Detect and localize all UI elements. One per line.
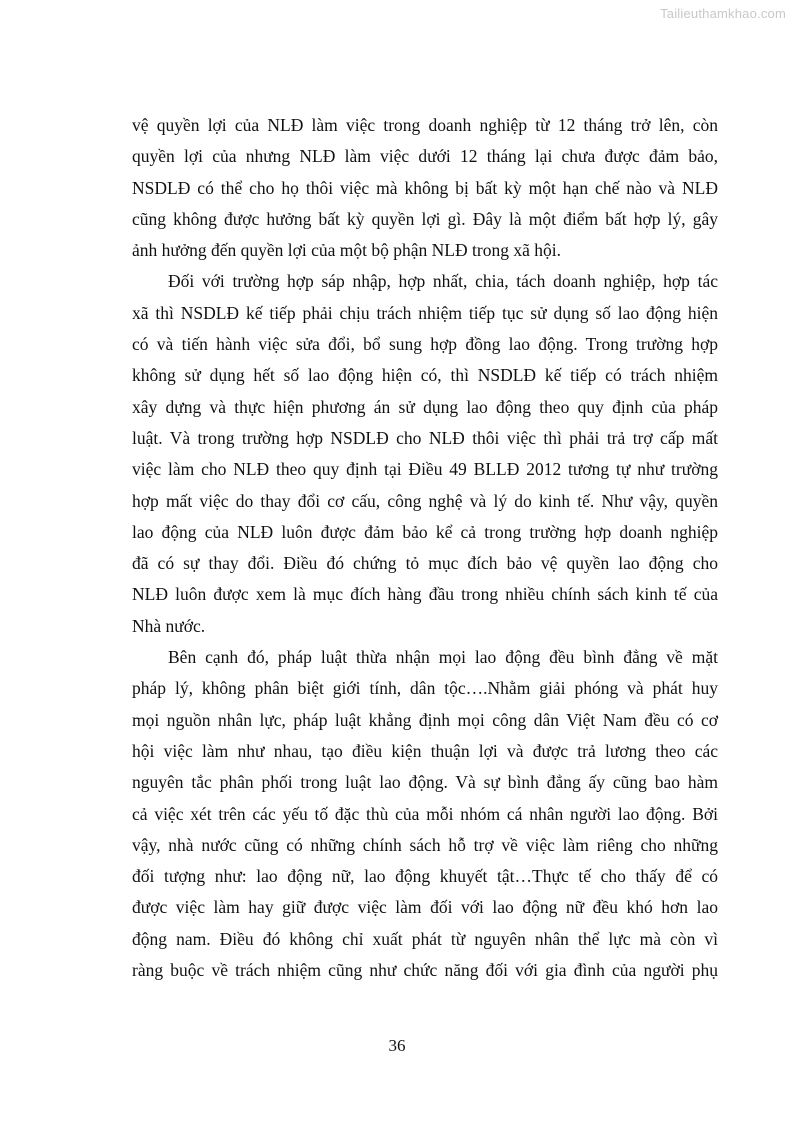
text-line: hội việc làm như nhau, tạo điều kiện thuận lợi và được trả lương theo các bbox=[132, 740, 718, 761]
text-line: đối tượng như: lao động nữ, lao động khuyết tật…Thực tế cho thấy để có bbox=[132, 866, 718, 887]
text-line: quyền lợi của nhưng NLĐ làm việc dưới 12 tháng lại chưa được đảm bảo, bbox=[132, 146, 718, 167]
text-line: pháp lý, không phân biệt giới tính, dân tộc….Nhằm giải phóng và phát huy bbox=[132, 678, 718, 699]
text-line: cả việc xét trên các yếu tố đặc thù của mỗi nhóm cá nhân người lao động. Bởi bbox=[132, 803, 718, 824]
text-line: Nhà nước. bbox=[132, 615, 206, 636]
text-line: xây dựng và thực hiện phương án sử dụng lao động theo quy định của pháp bbox=[132, 396, 718, 417]
text-line: đã có sự thay đổi. Điều đó chứng tỏ mục đích bảo vệ quyền lao động cho bbox=[132, 553, 718, 574]
text-line: Bên cạnh đó, pháp luật thừa nhận mọi lao động đều bình đẳng về mặt bbox=[168, 647, 718, 668]
text-line: không sử dụng hết số lao động hiện có, thì NSDLĐ kế tiếp có trách nhiệm bbox=[132, 365, 718, 386]
text-line: mọi nguồn nhân lực, pháp luật khẳng định mọi công dân Việt Nam đều có cơ bbox=[132, 709, 718, 730]
text-line: Đối với trường hợp sáp nhập, hợp nhất, chia, tách doanh nghiệp, hợp tác bbox=[168, 271, 718, 292]
text-line: có và tiến hành việc sửa đổi, bổ sung hợp đồng lao động. Trong trường hợp bbox=[132, 334, 718, 355]
text-line: luật. Và trong trường hợp NSDLĐ cho NLĐ thôi việc thì phải trả trợ cấp mất bbox=[132, 427, 718, 448]
paragraph-3 bbox=[132, 642, 718, 986]
text-line: cũng không được hưởng bất kỳ quyền lợi gì. Đây là một điểm bất hợp lý, gây bbox=[132, 208, 718, 229]
text-line: ảnh hưởng đến quyền lợi của một bộ phận NLĐ trong xã hội. bbox=[132, 240, 561, 261]
text-line: được việc làm hay giữ được việc làm đối với lao động nữ đều khó hơn lao bbox=[132, 897, 718, 918]
text-line: động nam. Điều đó không chỉ xuất phát từ nguyên nhân thể lực mà còn vì bbox=[132, 928, 718, 949]
text-line: nguyên tắc phân phối trong luật lao động. Và sự bình đẳng ấy cũng bao hàm bbox=[132, 772, 718, 793]
document-body bbox=[132, 110, 718, 986]
text-line: xã thì NSDLĐ kế tiếp phải chịu trách nhiệm tiếp tục sử dụng số lao động hiện bbox=[132, 302, 718, 323]
paragraph-1 bbox=[132, 110, 718, 266]
text-line: hợp mất việc do thay đổi cơ cấu, công nghệ và lý do kinh tế. Như vậy, quyền bbox=[132, 490, 718, 511]
paragraph-2 bbox=[132, 266, 718, 642]
text-line: NLĐ luôn được xem là mục đích hàng đầu trong nhiều chính sách kinh tế của bbox=[132, 584, 718, 605]
text-line: NSDLĐ có thể cho họ thôi việc mà không bị bất kỳ một hạn chế nào và NLĐ bbox=[132, 177, 718, 198]
text-line: ràng buộc về trách nhiệm cũng như chức năng đối với gia đình của người phụ bbox=[132, 960, 718, 981]
page-number: 36 bbox=[388, 1036, 406, 1055]
watermark: Tailieuthamkhao.com bbox=[660, 6, 786, 21]
text-line: vậy, nhà nước cũng có những chính sách hỗ trợ về việc làm riêng cho những bbox=[132, 834, 718, 855]
text-line: việc làm cho NLĐ theo quy định tại Điều 49 BLLĐ 2012 tương tự như trường bbox=[132, 459, 718, 480]
text-line: lao động của NLĐ luôn được đảm bảo kể cả trong trường hợp doanh nghiệp bbox=[132, 521, 718, 542]
text-line: vệ quyền lợi của NLĐ làm việc trong doanh nghiệp từ 12 tháng trở lên, còn bbox=[132, 115, 718, 135]
